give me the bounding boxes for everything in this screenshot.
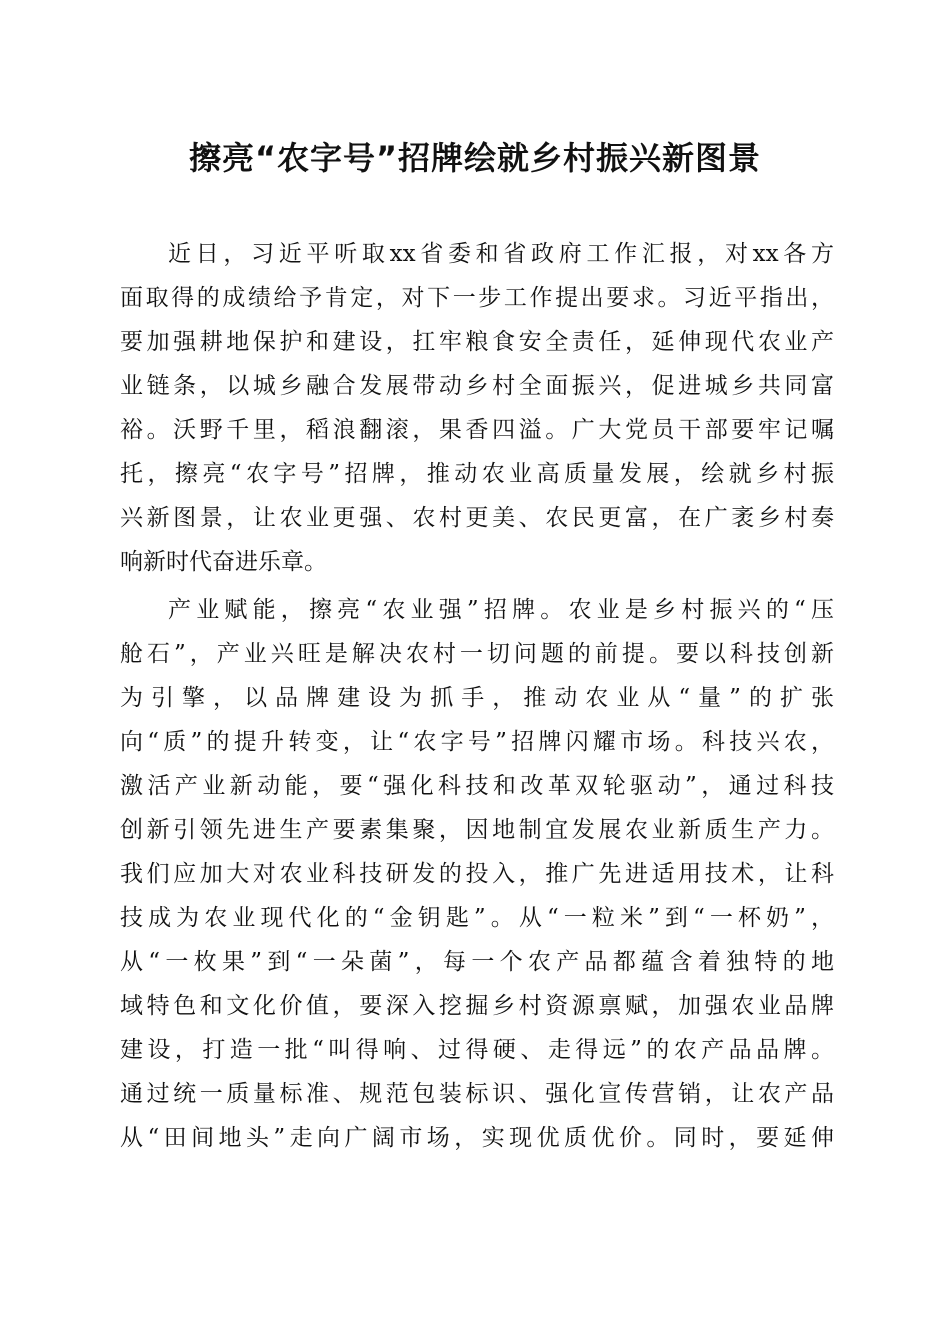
paragraph-line: 技成为农业现代化的“金钥匙”。从“一粒米”到“一杯奶”，	[120, 905, 834, 931]
paragraph-line: 我们应加大对农业科技研发的投入，推广先进适用技术，让科	[120, 861, 834, 887]
paragraph-line: 从“田间地头”走向广阔市场，实现优质优价。同时，要延伸	[120, 1125, 834, 1151]
paragraph-line: 要加强耕地保护和建设，扛牢粮食安全责任，延伸现代农业产	[120, 329, 834, 355]
paragraph-1	[120, 232, 834, 584]
paragraph-line: 为引擎，以品牌建设为抓手，推动农业从“量”的扩张	[120, 685, 834, 711]
paragraph-line: 从“一枚果”到“一朵菌”，每一个农产品都蕴含着独特的地	[120, 949, 834, 975]
page-title: 擦亮“农字号”招牌绘就乡村振兴新图景	[188, 139, 762, 177]
paragraph-line: 业链条，以城乡融合发展带动乡村全面振兴，促进城乡共同富	[120, 373, 834, 399]
paragraph-line: 激活产业新动能，要“强化科技和改革双轮驱动”，通过科技	[120, 773, 834, 799]
paragraph-line: 响新时代奋进乐章。	[120, 549, 327, 575]
paragraph-line: 裕。沃野千里，稻浪翻滚，果香四溢。广大党员干部要牢记嘱	[120, 417, 834, 443]
paragraph-line: 托，擦亮“农字号”招牌，推动农业高质量发展，绘就乡村振	[120, 461, 834, 487]
paragraph-line: 域特色和文化价值，要深入挖掘乡村资源禀赋，加强农业品牌	[120, 993, 834, 1019]
paragraph-line: 建设，打造一批“叫得响、过得硬、走得远”的农产品品牌。	[120, 1037, 834, 1063]
paragraph-line: 近日，习近平听取xx省委和省政府工作汇报，对xx各方	[168, 241, 834, 267]
paragraph-line: 通过统一质量标准、规范包装标识、强化宣传营销，让农产品	[120, 1081, 834, 1107]
paragraph-line: 产业赋能，擦亮“农业强”招牌。农业是乡村振兴的“压	[168, 597, 834, 623]
paragraph-line: 面取得的成绩给予肯定，对下一步工作提出要求。习近平指出，	[120, 285, 834, 311]
paragraph-2	[120, 588, 834, 1160]
paragraph-line: 向“质”的提升转变，让“农字号”招牌闪耀市场。科技兴农，	[120, 729, 834, 755]
paragraph-line: 兴新图景，让农业更强、农村更美、农民更富，在广袤乡村奏	[120, 505, 834, 531]
paragraph-line: 舱石”，产业兴旺是解决农村一切问题的前提。要以科技创新	[120, 641, 834, 667]
paragraph-line: 创新引领先进生产要素集聚，因地制宜发展农业新质生产力。	[120, 817, 834, 843]
